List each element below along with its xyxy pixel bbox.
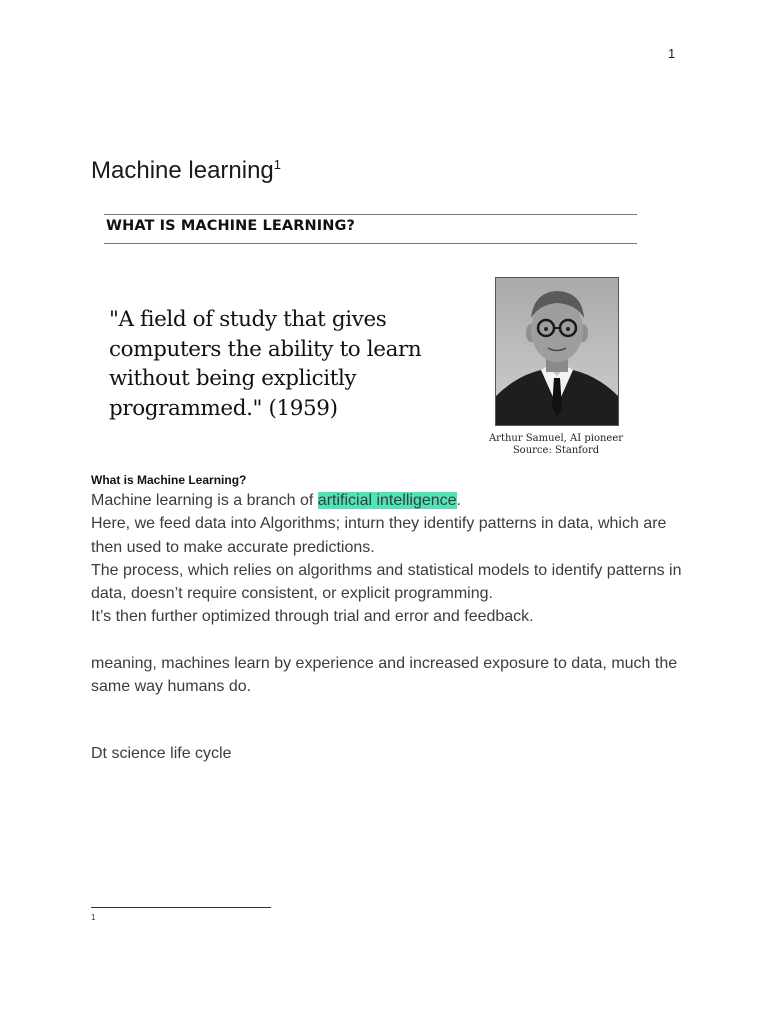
highlighted-text[interactable]: artificial intelligence [317, 492, 457, 509]
body-text-span: . [456, 492, 461, 509]
figure-caption [481, 433, 631, 457]
quote-line: "A field of study that gives [109, 307, 387, 332]
machine-learning-figure [91, 205, 651, 467]
figure-quote [109, 305, 479, 423]
section-subheading: What is Machine Learning? [91, 473, 247, 487]
title-text: Machine learning [91, 157, 274, 184]
figure-heading: WHAT IS MACHINE LEARNING? [106, 218, 355, 234]
body-paragraph: meaning, machines learn by experience and increased exposure to data, much the same way humans do. [91, 655, 678, 696]
footnote-separator [91, 907, 271, 908]
body-paragraph [91, 489, 691, 512]
body-text [91, 489, 691, 699]
section-line: Dt science life cycle [91, 745, 232, 762]
figure-rule-bottom [104, 243, 637, 244]
body-paragraph: Here, we feed data into Algorithms; inturn they identify patterns in data, which are then used to make accurate predictions. [91, 515, 667, 556]
quote-line: computers the ability to learn [109, 336, 422, 362]
footnote-mark[interactable]: 1 [91, 913, 96, 922]
quote-line: without being explicitly [109, 366, 357, 391]
caption-line: Arthur Samuel, AI pioneer [488, 433, 624, 444]
figure-rule-top [104, 214, 637, 215]
caption-line: Source: Stanford [512, 445, 600, 456]
body-paragraph: The process, which relies on algorithms and statistical models to identify patterns in data, doesn’t require consistent, or explicit programming. [91, 561, 682, 603]
footnote-reference[interactable]: 1 [273, 157, 282, 172]
portrait-photo [495, 277, 619, 426]
body-paragraph: It’s then further optimized through trial and error and feedback. [91, 608, 534, 626]
page-title [91, 155, 281, 187]
blank-line [91, 629, 691, 652]
body-text-span: Machine learning is a branch of [91, 492, 318, 509]
portrait-illustration [496, 278, 618, 425]
page-number: 1 [668, 46, 676, 61]
quote-line: programmed." (1959) [109, 395, 338, 421]
